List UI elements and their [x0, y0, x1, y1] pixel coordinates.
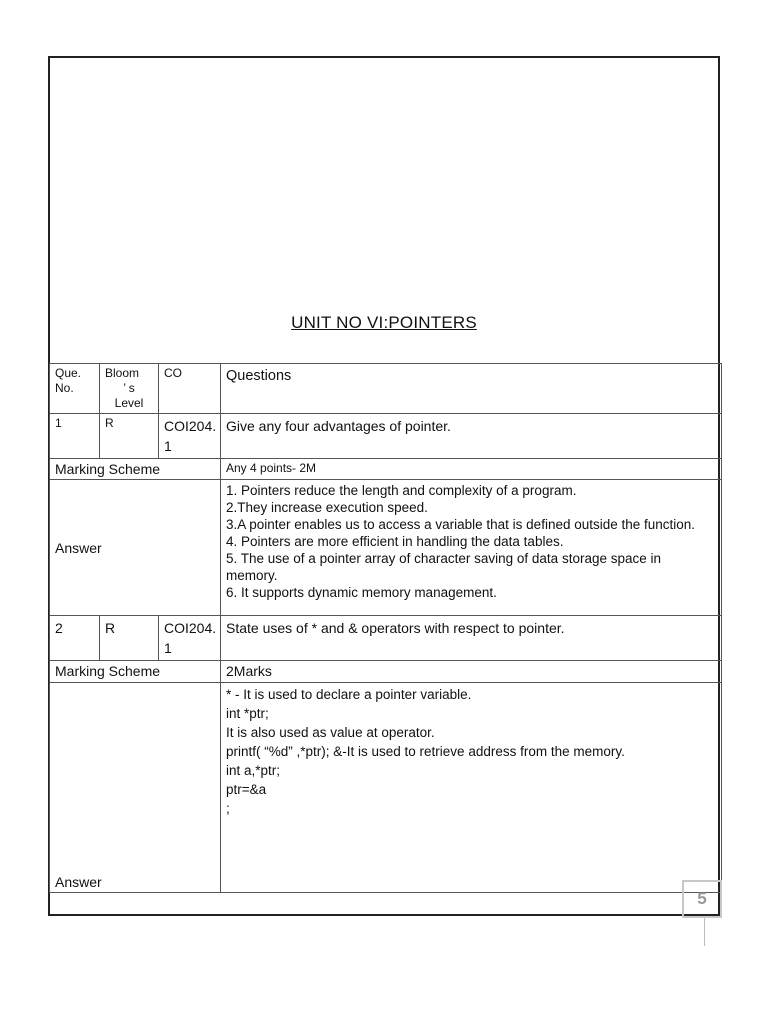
- answer-line: 5. The use of a pointer array of character saving of data storage space in memory.: [226, 551, 665, 583]
- header-bloom-line2: ’ s: [123, 381, 135, 395]
- page-frame: [48, 56, 720, 916]
- table-header-row: [50, 364, 722, 414]
- answer-line: 6. It supports dynamic memory management.: [226, 585, 497, 600]
- page-number-divider: [704, 918, 705, 946]
- marking-scheme-value: 2Marks: [221, 661, 722, 683]
- question-text: State uses of * and & operators with respect to pointer.: [221, 616, 722, 661]
- question-text: Give any four advantages of pointer.: [221, 414, 722, 459]
- question-table: [49, 363, 722, 893]
- answer-line: ;: [226, 801, 230, 816]
- page-number: 5: [682, 880, 722, 918]
- header-co: CO: [159, 364, 221, 414]
- answer-line: int *ptr;: [226, 706, 269, 721]
- bloom-level: R: [100, 616, 159, 661]
- answer-line: int a,*ptr;: [226, 763, 281, 778]
- marking-scheme-label: Marking Scheme: [50, 661, 221, 683]
- course-outcome: COI204. 1: [159, 414, 221, 459]
- question-row-2: [50, 616, 722, 661]
- answer-line: * - It is used to declare a pointer variable.: [226, 687, 472, 702]
- answer-text: [221, 683, 722, 893]
- question-row-1: [50, 414, 722, 459]
- unit-title: UNIT NO VI:POINTERS: [291, 313, 477, 332]
- marking-scheme-label: Marking Scheme: [50, 459, 221, 480]
- course-outcome: COI204. 1: [159, 616, 221, 661]
- header-questions: Questions: [221, 364, 722, 414]
- answer-row-1: [50, 480, 722, 616]
- answer-line: 2.They increase execution speed.: [226, 500, 428, 515]
- bloom-level: R: [100, 414, 159, 459]
- answer-label: Answer: [50, 683, 221, 893]
- marking-scheme-value: Any 4 points- 2M: [221, 459, 722, 480]
- answer-row-2: [50, 683, 722, 893]
- question-number: 1: [50, 414, 100, 459]
- header-bloom-level: [100, 364, 159, 414]
- marking-scheme-row-2: [50, 661, 722, 683]
- header-bloom-line1: Bloom: [105, 366, 140, 380]
- question-number: 2: [50, 616, 100, 661]
- marking-scheme-row-1: [50, 459, 722, 480]
- answer-line: 1. Pointers reduce the length and complexity of a program.: [226, 483, 577, 498]
- answer-label: Answer: [50, 480, 221, 616]
- answer-line: 4. Pointers are more efficient in handling the data tables.: [226, 534, 564, 549]
- answer-text: [221, 480, 722, 616]
- answer-line: 3.A pointer enables us to access a variable that is defined outside the function.: [226, 517, 696, 532]
- answer-line: printf( “%d” ,*ptr); &-It is used to retrieve address from the memory.: [226, 744, 625, 759]
- header-bloom-line3: Level: [114, 396, 144, 410]
- answer-line: It is also used as value at operator.: [226, 725, 435, 740]
- header-que-no: Que. No.: [50, 364, 100, 414]
- answer-line: ptr=&a: [226, 782, 267, 797]
